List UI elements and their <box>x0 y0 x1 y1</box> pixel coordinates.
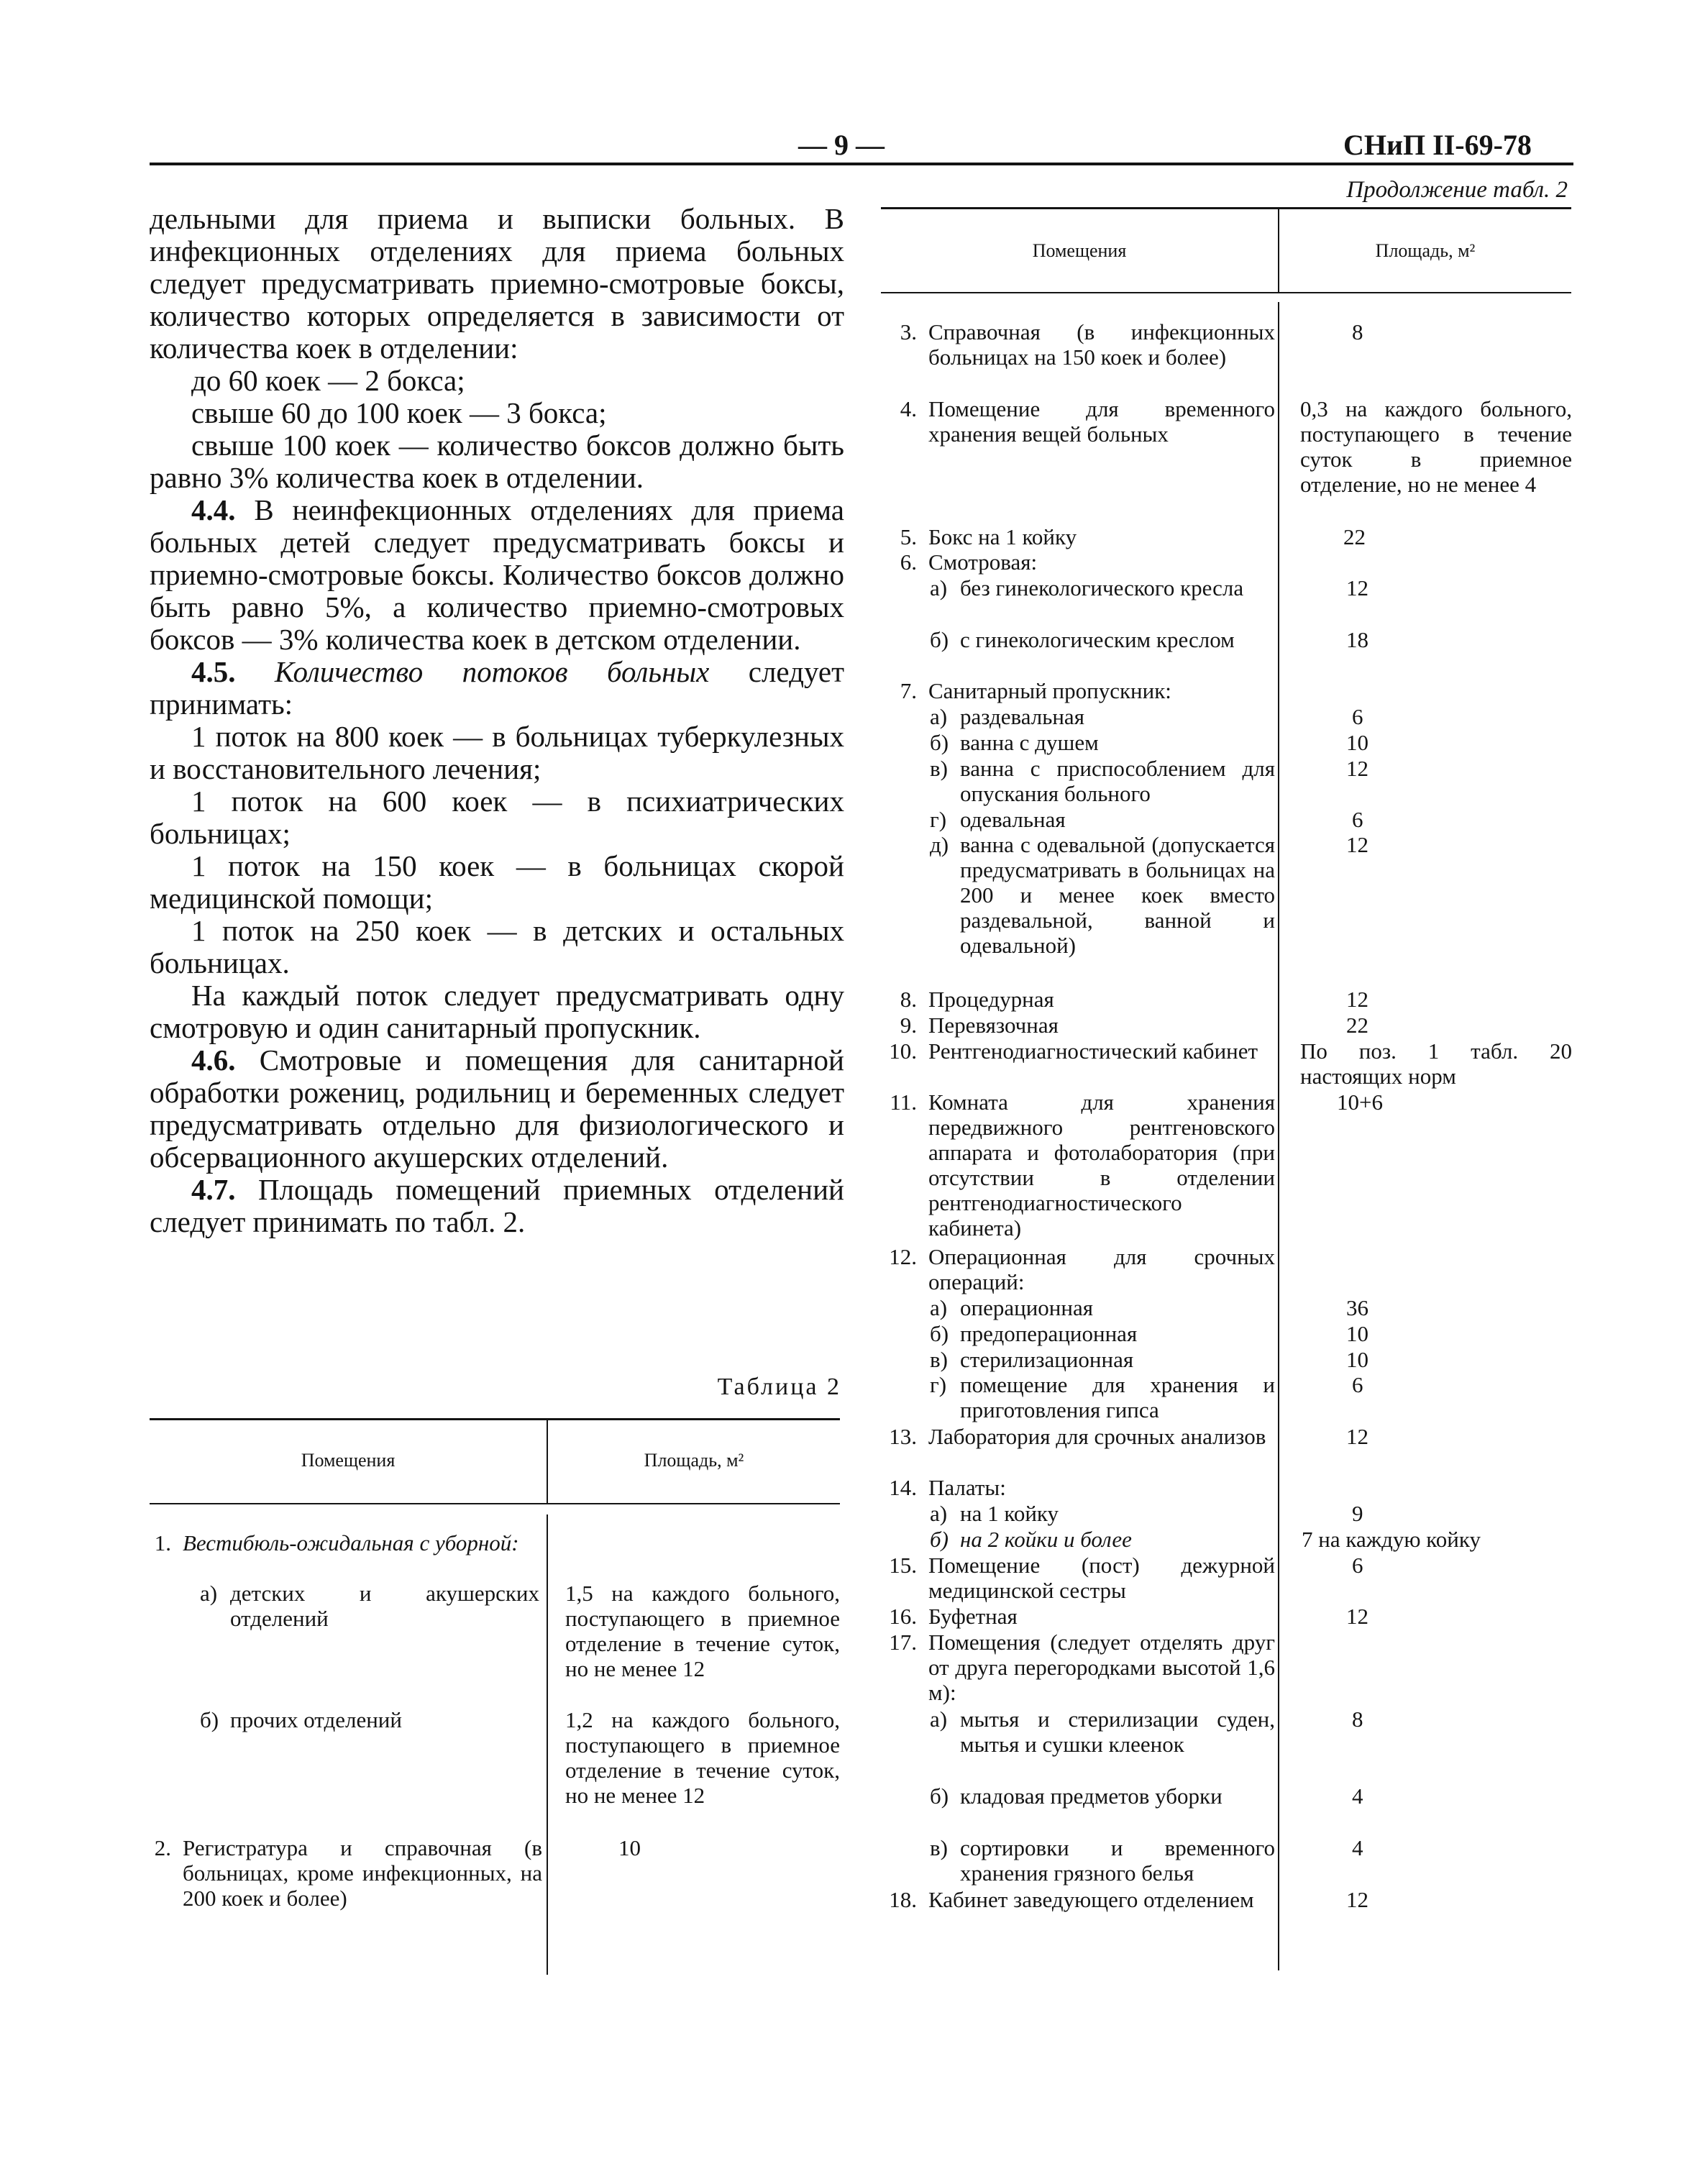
list-item: 1 поток на 600 коек — в психиатрических больницах; <box>150 785 844 850</box>
column-header-area: Площадь, м² <box>644 1450 744 1471</box>
paragraph-text: следует принимать: <box>150 655 845 721</box>
paragraph-4-7 <box>150 1174 844 1238</box>
column-header-rooms: Помещения <box>1032 240 1127 261</box>
column-header-rooms: Помещения <box>301 1450 396 1471</box>
row-name: с гинекологическим креслом <box>960 627 1235 652</box>
sub-label: в) <box>930 1347 948 1372</box>
row-area: 4 <box>1352 1835 1363 1860</box>
row-area: 4 <box>1352 1783 1363 1809</box>
row-name: Рентгенодиагностический кабинет <box>928 1038 1258 1064</box>
row-area: 8 <box>1352 319 1363 344</box>
sub-label: б) <box>930 1783 949 1809</box>
row-name: кладовая предметов уборки <box>960 1783 1223 1809</box>
row-area: 12 <box>1346 1887 1368 1912</box>
clause-number: 4.7. <box>191 1173 236 1206</box>
document-code: СНиП II-69-78 <box>1343 129 1532 161</box>
row-name: Перевязочная <box>928 1013 1059 1038</box>
row-area: 9 <box>1352 1501 1363 1526</box>
row-number: 16. <box>889 1604 917 1629</box>
row-area: 12 <box>1346 832 1368 857</box>
row-name: Комната для хранения передвижного рентгеновского аппарата и фотолаборатория (при отсутствии в отделении рентгенодиагностического кабинета) <box>928 1089 1275 1241</box>
row-area: 10+6 <box>1337 1089 1383 1115</box>
paragraph-text: В неинфекционных отделениях для приема больных детей следует предусматривать боксы и приемно-смотровые боксы. Количество боксов должно быть равно 5%, а количество приемно-смотровых боксов — 3% количества коек в детском отделении. <box>150 493 844 656</box>
list-item: до 60 коек — 2 бокса; <box>191 364 465 397</box>
row-area: 1,5 на каждого больного, поступающего в приемное отделение в течение суток, но не менее 12 <box>565 1581 840 1681</box>
row-area: 12 <box>1346 756 1368 781</box>
row-name: на 2 койки и более <box>960 1527 1132 1552</box>
row-name: операционная <box>960 1295 1093 1320</box>
row-name: стерилизационная <box>960 1347 1134 1372</box>
column-header-area: Площадь, м² <box>1375 240 1476 261</box>
sub-label: а) <box>930 575 948 600</box>
body-text <box>150 203 844 1238</box>
list-item: 1 поток на 250 коек — в детских и остальных больницах. <box>150 914 844 979</box>
row-number: 9. <box>900 1013 917 1038</box>
sub-label: а) <box>930 1706 948 1732</box>
row-number: 18. <box>889 1887 917 1912</box>
row-area: 12 <box>1346 1424 1368 1449</box>
sub-label: г) <box>930 807 947 832</box>
row-name: прочих отделений <box>230 1707 402 1732</box>
row-number: 13. <box>889 1424 917 1449</box>
row-number: 3. <box>900 319 917 344</box>
row-name: ванна с одевальной (допускается предусматривать в больницах на 200 и менее коек вместо раздевальной, ванной и одевальной) <box>960 832 1275 958</box>
row-number: 2. <box>154 1835 171 1860</box>
row-name: мытья и стерилизации суден, мытья и сушки клеенок <box>960 1706 1275 1757</box>
row-number: 14. <box>889 1475 917 1500</box>
row-name: Регистратура и справочная (в больницах, кроме инфекционных, на 200 коек и более) <box>183 1835 542 1911</box>
row-number: 15. <box>889 1553 917 1578</box>
sub-label: а) <box>930 1295 948 1320</box>
page-number: — 9 — <box>798 129 885 161</box>
row-area: 12 <box>1346 1604 1368 1629</box>
row-area: 7 на каждую койку <box>1302 1527 1481 1552</box>
list-item: свыше 100 коек — количество боксов должно быть равно 3% количества коек в отделении. <box>150 429 844 494</box>
row-name: Буфетная <box>928 1604 1018 1629</box>
row-number: 7. <box>900 678 917 703</box>
sub-label: б) <box>200 1707 219 1732</box>
row-area: 10 <box>1346 730 1368 755</box>
row-number: 17. <box>889 1630 917 1655</box>
row-name: Смотровая: <box>928 549 1038 575</box>
row-name: на 1 койку <box>960 1501 1059 1526</box>
sub-label: в) <box>930 756 948 781</box>
row-name: детских и акушерских отделений <box>230 1581 539 1631</box>
row-area: 12 <box>1346 987 1368 1012</box>
row-name: Справочная (в инфекционных больницах на 150 коек и более) <box>928 319 1275 370</box>
row-name: сортировки и временного хранения грязного белья <box>960 1835 1275 1886</box>
column-divider <box>547 1514 548 1975</box>
sub-label: д) <box>930 832 949 857</box>
paragraph-text: На каждый поток следует предусматривать одну смотровую и один санитарный пропускник. <box>150 979 844 1044</box>
paragraph-4-4 <box>150 494 844 656</box>
row-name: без гинекологического кресла <box>960 575 1244 600</box>
row-name: Помещение для временного хранения вещей больных <box>928 396 1275 447</box>
row-number: 11. <box>890 1089 917 1115</box>
row-area: 6 <box>1352 807 1363 832</box>
row-area: 18 <box>1346 627 1368 652</box>
row-name: помещение для хранения и приготовления гипса <box>960 1372 1275 1422</box>
list-item: 1 поток на 800 коек — в больницах туберкулезных и восстановительного лечения; <box>150 720 844 785</box>
paragraph-4-3-end: дельными для приема и выписки больных. В инфекционных отделениях для приема больных следует предусматривать приемно-смотровые боксы, количество которых определяется в зависимости от количества коек в отделении: <box>150 202 844 365</box>
row-name: Санитарный пропускник: <box>928 678 1171 703</box>
sub-label: а) <box>200 1581 218 1606</box>
header-bottom-rule <box>150 1503 840 1504</box>
row-name: Помещение (пост) дежурной медицинской сестры <box>928 1553 1275 1603</box>
table-top-rule <box>150 1418 840 1420</box>
row-area: 10 <box>618 1835 641 1860</box>
row-area: 8 <box>1352 1706 1363 1732</box>
row-area: 6 <box>1352 1553 1363 1578</box>
sub-label: б) <box>930 730 949 755</box>
table-continuation-label: Продолжение табл. 2 <box>1346 177 1568 203</box>
row-area: По поз. 1 табл. 20 настоящих норм <box>1300 1038 1572 1089</box>
row-area: 0,3 на каждого больного, поступающего в течение суток в приемное отделение, но не менее 4 <box>1300 396 1572 497</box>
row-name: Процедурная <box>928 987 1054 1012</box>
sub-label: а) <box>930 1501 948 1526</box>
sub-label: б) <box>930 627 949 652</box>
row-number: 5. <box>900 524 917 549</box>
sub-label: г) <box>930 1372 947 1397</box>
row-name: предоперационная <box>960 1321 1138 1346</box>
list-item: свыше 60 до 100 коек — 3 бокса; <box>191 396 607 429</box>
list-item: 1 поток на 150 коек — в больницах скорой медицинской помощи; <box>150 849 844 915</box>
clause-number: 4.6. <box>191 1043 236 1077</box>
row-number: 4. <box>900 396 917 421</box>
sub-label: б) <box>930 1321 949 1346</box>
row-area: 12 <box>1346 575 1368 600</box>
row-area: 10 <box>1346 1321 1368 1346</box>
sub-label: в) <box>930 1835 948 1860</box>
row-area: 22 <box>1346 1013 1368 1038</box>
row-area: 22 <box>1343 524 1366 549</box>
row-name: Бокс на 1 койку <box>928 524 1077 549</box>
row-area: 6 <box>1352 1372 1363 1397</box>
row-name: Операционная для срочных операций: <box>928 1244 1275 1294</box>
row-area: 6 <box>1352 704 1363 729</box>
row-name: Кабинет заведующего отделением <box>928 1887 1254 1912</box>
italic-term: Количество потоков больных <box>274 655 710 688</box>
clause-number: 4.4. <box>191 493 236 526</box>
row-number: 8. <box>900 987 917 1012</box>
paragraph-text: Площадь помещений приемных отделений следует принимать по табл. 2. <box>150 1173 844 1238</box>
paragraph-text: Смотровые и помещения для санитарной обработки рожениц, родильниц и беременных следует предусматривать отдельно для физиологического и обсервационного акушерских отделений. <box>150 1043 844 1174</box>
paragraph-4-5 <box>150 656 844 721</box>
sub-label: б) <box>930 1527 949 1552</box>
sub-label: а) <box>930 704 948 729</box>
row-number: 12. <box>889 1244 917 1269</box>
row-name: одевальная <box>960 807 1066 832</box>
row-name: Лаборатория для срочных анализов <box>928 1424 1266 1449</box>
row-name: Вестибюль-ожидальная с уборной: <box>183 1530 519 1555</box>
row-number: 6. <box>900 549 917 575</box>
row-number: 10. <box>889 1038 917 1064</box>
row-name: Палаты: <box>928 1475 1006 1500</box>
header-bottom-rule <box>881 292 1571 293</box>
paragraph-4-6 <box>150 1044 844 1174</box>
row-area: 10 <box>1346 1347 1368 1372</box>
row-area: 1,2 на каждого больного, поступающего в приемное отделение в течение суток, но не менее 12 <box>565 1707 840 1808</box>
row-name: ванна с приспособлением для опускания больного <box>960 756 1275 806</box>
clause-number: 4.5. <box>191 655 236 688</box>
table-top-rule <box>881 207 1571 209</box>
column-divider <box>1278 302 1279 1970</box>
row-name: раздевальная <box>960 704 1084 729</box>
row-name: ванна с душем <box>960 730 1099 755</box>
row-name: Помещения (следует отделять друг от друга перегородками высотой 1,6 м): <box>928 1630 1275 1705</box>
row-number: 1. <box>154 1530 171 1555</box>
table-caption: Таблица 2 <box>717 1374 841 1400</box>
header-rule <box>150 163 1573 165</box>
row-area: 36 <box>1346 1295 1368 1320</box>
